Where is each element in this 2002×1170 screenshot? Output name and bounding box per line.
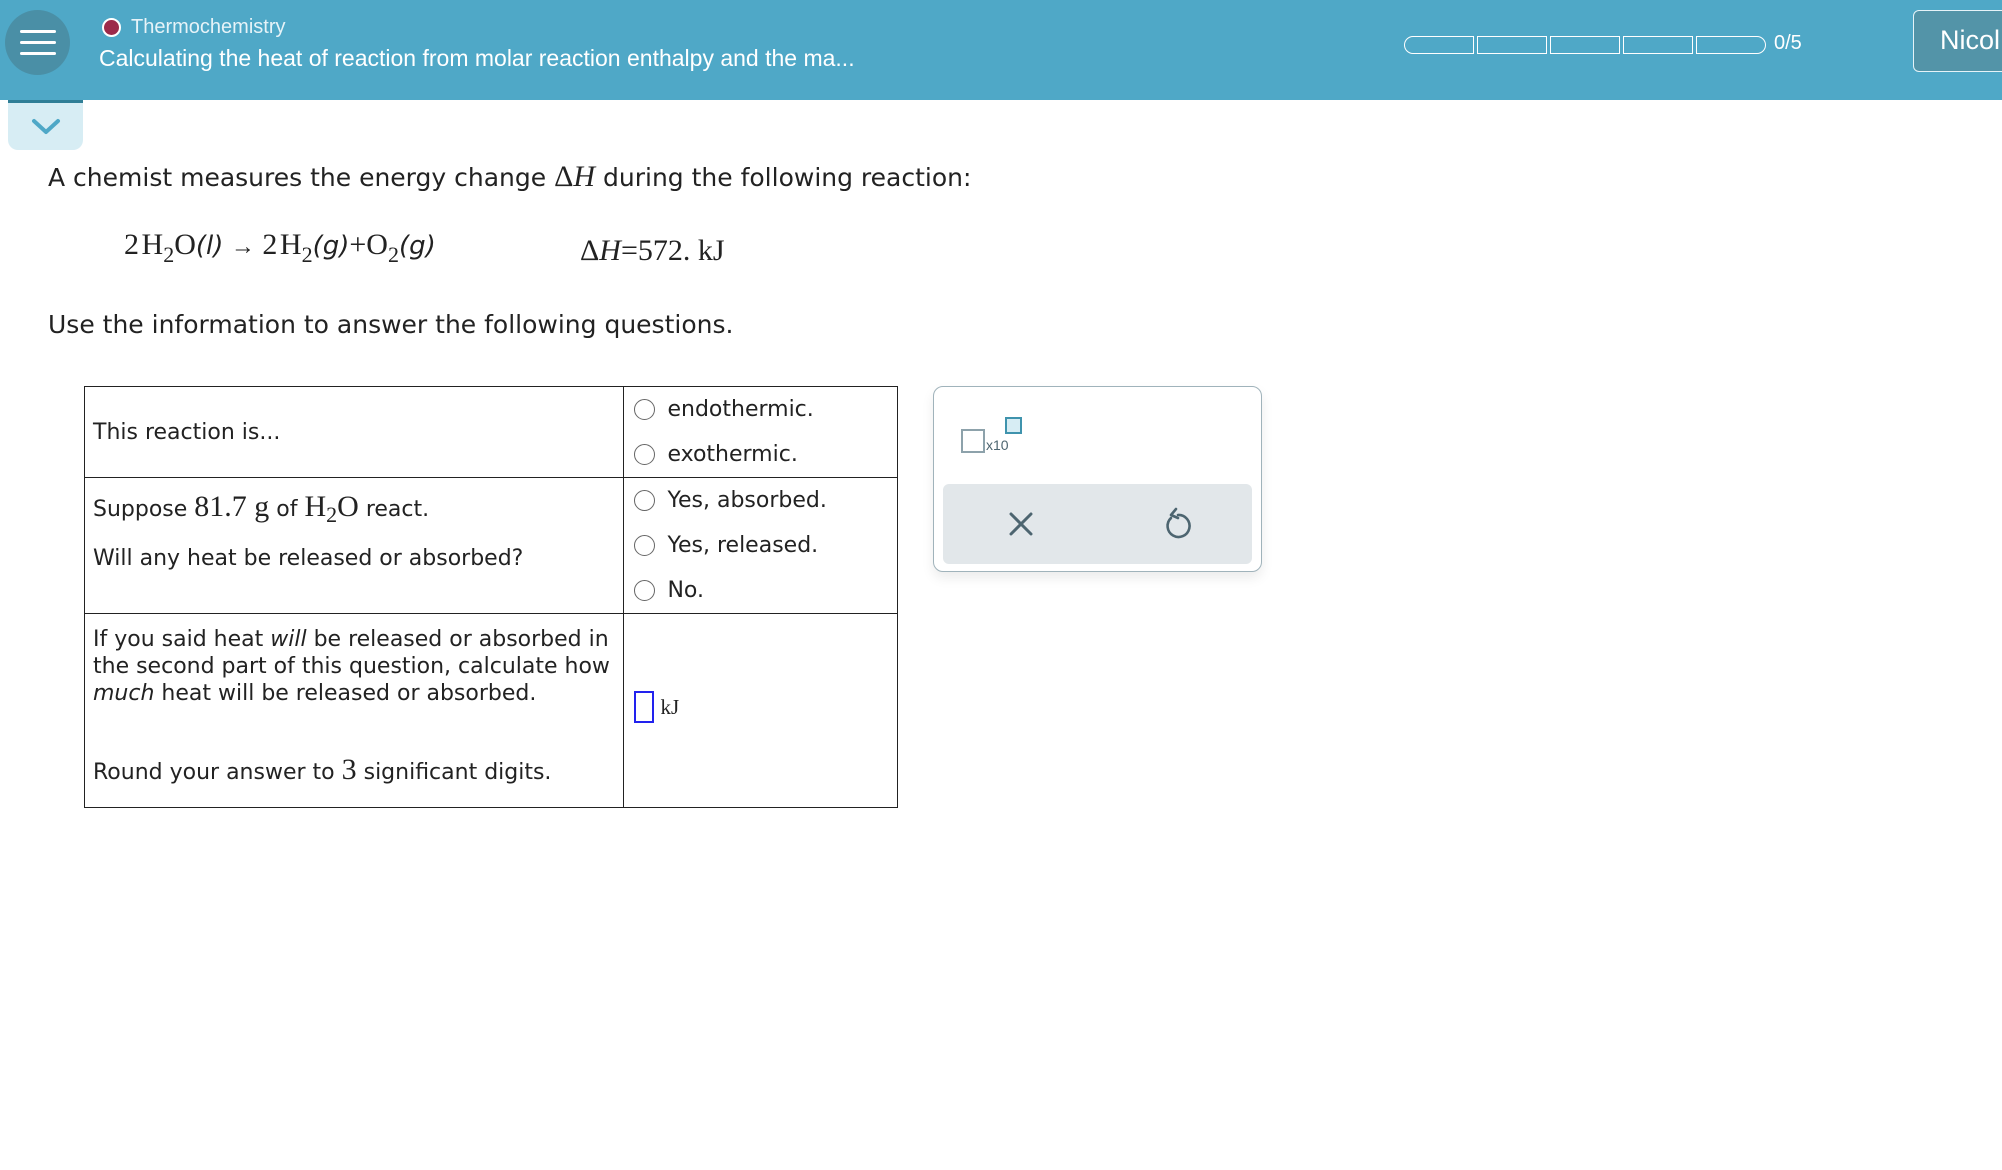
- question-row: [85, 614, 898, 808]
- radio-button[interactable]: [634, 490, 655, 511]
- text: heat will be released or absorbed.: [154, 681, 537, 706]
- option-no[interactable]: [634, 568, 887, 613]
- undo-button[interactable]: [1157, 504, 1197, 544]
- topic-row: [102, 14, 285, 40]
- heat-answer-input[interactable]: [634, 691, 654, 723]
- text: of: [269, 497, 305, 522]
- progress-bar: [1404, 36, 1766, 54]
- radio-button[interactable]: [634, 399, 655, 420]
- question-prompt: [93, 614, 615, 707]
- delta-h-number: =572. kJ: [620, 234, 725, 267]
- answer-cell: [624, 614, 898, 808]
- subscript: 2: [387, 242, 399, 267]
- state: (g): [312, 231, 350, 261]
- subscript: 2: [326, 502, 338, 527]
- subscript: 2: [301, 242, 313, 267]
- coef: 2: [262, 228, 278, 261]
- progress-segment: [1623, 36, 1693, 54]
- progress-segment: [1477, 36, 1547, 54]
- compound: H: [304, 490, 327, 523]
- progress-segment: [1404, 36, 1474, 54]
- reaction-equation: [124, 228, 436, 268]
- topic-label: Thermochemistry: [131, 15, 286, 38]
- radio-button[interactable]: [634, 580, 655, 601]
- menu-button[interactable]: [5, 10, 70, 75]
- page-title: Calculating the heat of reaction from molar reaction enthalpy and the ma...: [99, 45, 855, 71]
- option-label: endothermic.: [667, 397, 814, 422]
- math-tool-panel: [933, 386, 1262, 572]
- question-prompt: [93, 478, 615, 528]
- delta-h-symbol: ΔH: [554, 160, 596, 193]
- question-prompt-cell: [85, 387, 624, 478]
- radio-button[interactable]: [634, 535, 655, 556]
- answer-cell: [624, 478, 898, 614]
- header: [0, 0, 2002, 100]
- collapse-toggle[interactable]: [8, 100, 83, 150]
- question-prompt: This reaction is...: [93, 420, 281, 445]
- progress-segment: [1696, 36, 1766, 54]
- question-row: [85, 478, 898, 614]
- option-label: Yes, absorbed.: [667, 488, 827, 513]
- text: significant digits.: [356, 760, 552, 785]
- answer-row: [634, 691, 887, 723]
- radio-button[interactable]: [634, 444, 655, 465]
- option-exothermic[interactable]: [634, 432, 887, 477]
- scientific-notation-button[interactable]: [961, 417, 1031, 457]
- question-prompt-cell: [85, 478, 624, 614]
- intro-text: A chemist measures the energy change: [48, 163, 555, 192]
- intro-text-end: during the following reaction:: [595, 163, 972, 192]
- delta-h-label: ΔH: [580, 234, 621, 267]
- progress-count: 0/5: [1774, 32, 1802, 54]
- delta-h-value: [580, 234, 725, 268]
- sig-figs: 3: [341, 753, 357, 786]
- question-prompt-cell: [85, 614, 624, 808]
- option-label: No.: [667, 578, 704, 603]
- action-bar: [943, 484, 1252, 564]
- close-icon: [1001, 504, 1041, 544]
- text: be released or absorbed in the second part of this question, calculate how: [93, 627, 610, 679]
- topic-status-icon: [102, 18, 121, 37]
- unit-label: kJ: [660, 694, 680, 719]
- mantissa-box-icon: [961, 429, 985, 453]
- chevron-down-icon: [31, 117, 61, 137]
- question-row: [85, 387, 898, 478]
- reaction-arrow-icon: →: [230, 234, 255, 260]
- plus: +: [349, 228, 367, 261]
- option-label: Yes, released.: [667, 533, 819, 558]
- hamburger-icon-line: [20, 30, 56, 33]
- text: Suppose: [93, 497, 195, 522]
- instruction: Use the information to answer the following questions.: [48, 310, 734, 339]
- exponent-box-icon: [1005, 417, 1022, 434]
- subscript: 2: [163, 242, 175, 267]
- clear-button[interactable]: [1001, 504, 1041, 544]
- element: O: [366, 228, 388, 261]
- element: H: [141, 228, 164, 261]
- coef: 2: [124, 228, 139, 261]
- hamburger-icon-line: [20, 41, 56, 44]
- state: (g): [398, 231, 436, 261]
- state: (l): [195, 231, 224, 261]
- option-label: exothermic.: [667, 442, 798, 467]
- option-endothermic[interactable]: [634, 387, 887, 432]
- user-name: Nicol: [1940, 25, 2001, 55]
- element: H: [279, 228, 302, 261]
- option-yes-released[interactable]: [634, 523, 887, 568]
- option-yes-absorbed[interactable]: [634, 478, 887, 523]
- question-prompt-2: Will any heat be released or absorbed?: [93, 546, 524, 571]
- text: react.: [358, 497, 430, 522]
- mass-value: 81.7 g: [194, 490, 270, 523]
- undo-icon: [1157, 504, 1197, 544]
- hamburger-icon-line: [20, 52, 56, 55]
- compound: O: [337, 490, 359, 523]
- x10-label: x10: [986, 437, 1009, 453]
- user-menu-button[interactable]: [1913, 10, 2002, 72]
- text: If you said heat: [93, 627, 271, 652]
- emphasis: will: [270, 627, 307, 652]
- problem-intro: [48, 160, 971, 194]
- question-table: [84, 386, 898, 808]
- progress-segment: [1550, 36, 1620, 54]
- rounding-instruction: [93, 707, 615, 787]
- text: Round your answer to: [93, 760, 342, 785]
- element: O: [174, 228, 196, 261]
- answer-cell: [624, 387, 898, 478]
- emphasis: much: [93, 681, 155, 706]
